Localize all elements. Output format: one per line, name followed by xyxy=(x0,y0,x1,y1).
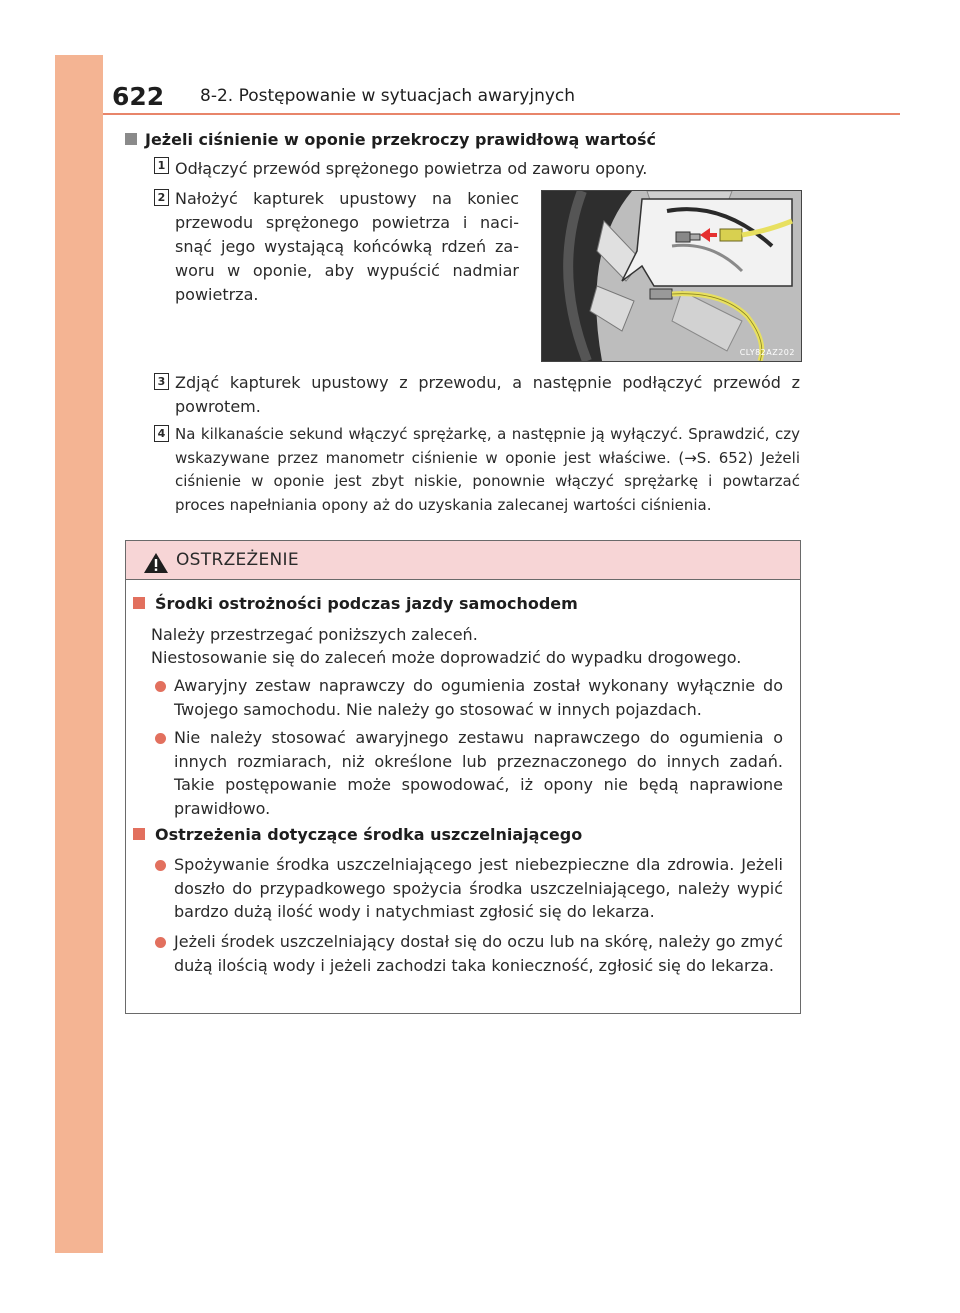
round-bullet-icon xyxy=(155,937,166,948)
chapter-side-tab xyxy=(55,55,103,1253)
section-heading xyxy=(125,130,656,149)
warning-bullet-3: Spożywanie środka uszczelniającego jest niebezpieczne dla zdrowia. Jeżeli doszło do przypadkowego spożycia środka uszczelniającego, należy wypić bardzo dużą ilość wody i natychmiast zgłosić się do lekarza. xyxy=(174,855,783,921)
warning-bullet-2: Nie należy stosować awaryjnego zestawu naprawczego do ogumienia o innych rozmiarach, niż określone lub przeznaczonego do innych zadań. Takie postępowanie może spowodować, iż opony nie będą naprawione prawidłowo. xyxy=(174,728,783,818)
step-number-2: 2 xyxy=(154,189,169,206)
figure-code-label: CLY82AZ202 xyxy=(739,348,795,357)
round-bullet-icon xyxy=(155,733,166,744)
section-header-title: 8-2. Postępowanie w sytuacjach awaryjnych xyxy=(200,86,576,106)
warning-bullet-1: Awaryjny zestaw naprawczy do ogumienia został wykonany wyłącznie do Twojego samochodu. Nie należy go stosować w innych pojazdach. xyxy=(174,676,783,719)
round-bullet-icon xyxy=(155,860,166,871)
warning-subheading-1 xyxy=(133,594,578,613)
warning-triangle-icon xyxy=(143,552,169,574)
step-number-4: 4 xyxy=(154,425,169,442)
section-heading-text: Jeżeli ciśnienie w oponie przekroczy prawidłową wartość xyxy=(145,130,656,149)
tire-valve-figure xyxy=(541,190,802,362)
step-number-1: 1 xyxy=(154,157,169,174)
step-text-1: Odłączyć przewód sprężonego powietrza od zaworu opony. xyxy=(175,159,648,178)
square-bullet-icon xyxy=(133,597,145,609)
step-number-3: 3 xyxy=(154,373,169,390)
tire-valve-illustration xyxy=(542,191,801,361)
step-text-3: Zdjąć kapturek upustowy z przewodu, a następnie podłączyć przewód z powrotem. xyxy=(175,373,800,416)
page-number: 622 xyxy=(112,82,165,111)
square-bullet-icon xyxy=(133,828,145,840)
warning-intro-2: Niestosowanie się do zaleceń może doprowadzić do wypadku drogowego. xyxy=(151,648,742,667)
square-bullet-icon xyxy=(125,133,137,145)
warning-title: OSTRZEŻENIE xyxy=(176,550,299,570)
round-bullet-icon xyxy=(155,681,166,692)
warning-header xyxy=(126,541,800,580)
step-text-4: Na kilkanaście sekund włączyć sprężarkę, a następnie ją wyłączyć. Sprawdzić, czy wskazywane przez manometr ciśnienie w oponie jest właściwe. (→S. 652) Jeżeli ciśnienie w oponie jest zbyt niskie, ponownie włączyć sprężarkę i powtarzać proces napełniania opony aż do uzyskania zalecanej wartości ciśnienia. xyxy=(175,425,800,514)
warning-subheading-2 xyxy=(133,825,582,844)
warning-bullet-4: Jeżeli środek uszczelniający dostał się do oczu lub na skórę, należy go zmyć dużą ilością wody i jeżeli zachodzi taka konieczność, zgłosić się do lekarza. xyxy=(174,932,783,975)
warning-subheading-2-text: Ostrzeżenia dotyczące środka uszczelniającego xyxy=(155,825,583,844)
warning-intro: Należy przestrzegać poniższych zaleceń. xyxy=(151,625,478,644)
header-rule xyxy=(103,113,900,115)
warning-subheading-1-text: Środki ostrożności podczas jazdy samochodem xyxy=(155,594,578,613)
step-text-2: Nałożyć kapturek upustowy na koniec przewodu sprężonego powietrza i nacisnąć jego wystającą końcówką rdzeń zaworu w oponie, aby wypuścić nadmiar powietrza. xyxy=(175,189,519,304)
